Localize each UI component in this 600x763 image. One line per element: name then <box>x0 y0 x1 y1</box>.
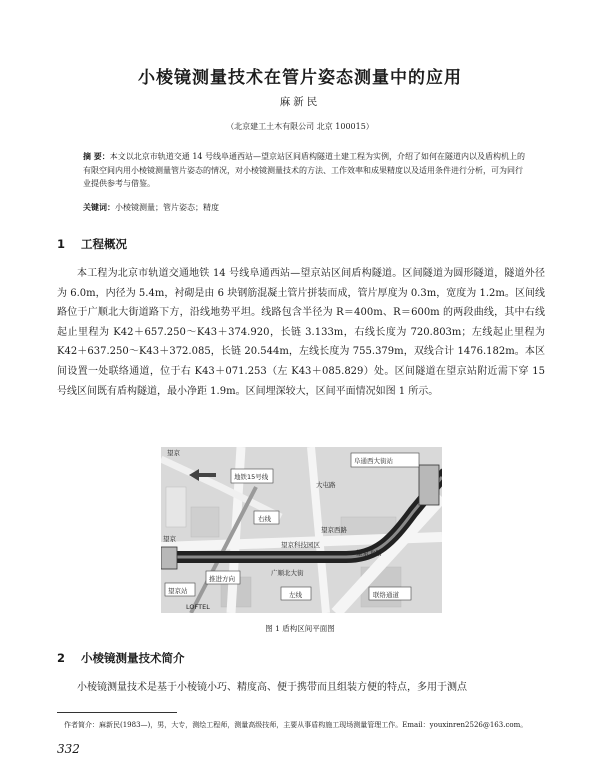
map-label-wangjing: 望京 <box>163 535 176 543</box>
map-label-wangjing-north-road: 望京北路 <box>356 549 382 557</box>
author-name: 麻新民 <box>279 96 321 108</box>
abstract <box>83 150 529 191</box>
page-number: 332 <box>57 742 80 756</box>
footnote-divider <box>57 712 177 713</box>
abstract-label: 摘 要： <box>83 152 110 161</box>
map-label-right-line: 右线 <box>258 515 271 523</box>
abstract-text: 本文以北京市轨道交通 14 号线阜通西站—望京站区间盾构隧道土建工程为实例，介绍了如何在隧道内以及盾构机上的有限空间内用小棱镜测量管片姿态的情况，对小棱镜测量技术的方法、工作效率和成果精度以及适用条件进行分析，可为同行业提供参考与借鉴。 <box>83 152 526 188</box>
map-label-beijing-logo: 望京 <box>167 449 180 457</box>
author-footnote: 作者简介：麻新民(1983—)，男，大专，测绘工程师，测量高级技师，主要从事盾构施工现场测量管理工作。Email：youxinren2526@163.com。 <box>64 721 528 729</box>
paper-title: 小棱镜测量技术在管片姿态测量中的应用 <box>138 68 462 88</box>
section-2-heading <box>57 650 185 666</box>
map-label-futong-west: 阜通西大街站 <box>354 457 393 465</box>
keywords-text: 小棱镜测量；管片姿态；精度 <box>115 203 219 212</box>
affiliation: （北京建工土木有限公司 北京 100015） <box>226 122 374 131</box>
section-1-number: 1 <box>57 237 66 251</box>
map-label-datun-road: 大屯路 <box>316 481 336 489</box>
section-1-title: 工程概况 <box>81 237 127 251</box>
map-label-push-direction: 推进方向 <box>209 575 235 583</box>
map-label-wangjing-station: 望京站 <box>168 587 188 595</box>
section-1-body: 本工程为北京市轨道交通地铁 14 号线阜通西站—望京站区间盾构隧道。区间隧道为圆形隧道，隧道外径为 6.0m，内径为 5.4m，衬砌是由 6 块钢筋混凝土管片拼装而成，管片厚度为 0.3m，宽度为 1.2m。区间线路位于广顺北大街道路下方，沿线地势平坦。线路包含半径为 R＝400m、R＝600m 的两段曲线，其中右线起止里程为 K42＋657.250～K43＋374.920，长链 3.133m，右线长度为 720.803m；左线起止里程为 K42＋637.250～K43＋372.085，长链 20.544m，左线长度为 755.379m，双线合计 1476.182m。本区间设置一处联络通道，位于右 K43＋071.253（左 K43＋085.829）处。区间隧道在望京站附近需下穿 15 号线区间既有盾构隧道，最小净距 1.9m。区间埋深较大，区间平面情况如图 1 所示。 <box>57 268 545 397</box>
map-label-university-area: 望京科技园区 <box>281 541 320 549</box>
map-label-lofte: LOFTEL <box>186 603 210 611</box>
map-label-left-line: 左线 <box>289 591 302 599</box>
map-label-cross-passage: 联络通道 <box>373 591 399 599</box>
section-2-body: 小棱镜测量技术是基于小棱镜小巧、精度高、便于携带而且组装方便的特点，多用于测点 <box>77 682 467 693</box>
figure-1-caption: 图 1 盾构区间平面图 <box>265 624 335 633</box>
map-label-line15: 地铁15号线 <box>234 473 269 481</box>
keywords <box>83 202 219 213</box>
section-2-title: 小棱镜测量技术简介 <box>81 651 185 665</box>
keywords-label: 关键词： <box>83 203 115 212</box>
section-2-number: 2 <box>57 651 66 665</box>
map-label-wangjing-west-road: 望京西路 <box>321 526 347 534</box>
section-1-heading <box>57 236 127 252</box>
map-label-guangshun-north-street: 广顺北大街 <box>271 569 304 577</box>
figure-1-map <box>161 447 442 613</box>
